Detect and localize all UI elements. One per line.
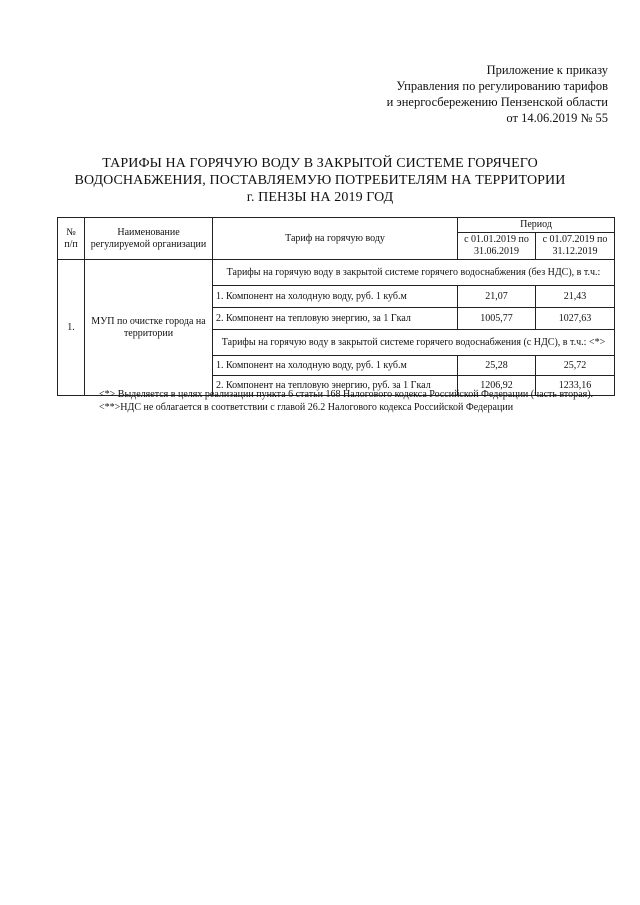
item-label: 1. Компонент на холодную воду, руб. 1 куб.м <box>213 356 458 376</box>
item-value-period-2: 1233,16 <box>536 376 615 396</box>
appendix-block <box>387 62 608 126</box>
row-org: МУП по очистке города на территории <box>85 260 213 396</box>
section-with-vat: Тарифы на горячую воду в закрытой системе горячего водоснабжения (с НДС), в т.ч.: <*> <box>213 330 615 356</box>
header-tariff: Тариф на горячую воду <box>213 218 458 260</box>
footnote-1: <*> Выделяется в целях реализации пункта 6 статьи 168 Налогового кодекса Российской Федерации (часть вторая). <box>99 389 594 400</box>
item-label: 2. Компонент на тепловую энергию, руб. за 1 Гкал <box>213 376 458 396</box>
appendix-line-1: Приложение к приказу <box>486 63 608 77</box>
row-num: 1. <box>58 260 85 396</box>
item-value-period-2: 21,43 <box>536 286 615 308</box>
header-period-2: с 01.07.2019 по 31.12.2019 <box>536 233 615 260</box>
item-value-period-1: 1206,92 <box>458 376 536 396</box>
header-org: Наименование регулируемой организации <box>85 218 213 260</box>
tariff-table <box>57 217 615 396</box>
appendix-line-4: от 14.06.2019 № 55 <box>506 111 608 125</box>
footnotes <box>57 388 614 414</box>
item-label: 2. Компонент на тепловую энергию, за 1 Гкал <box>213 308 458 330</box>
section-without-vat: Тарифы на горячую воду в закрытой системе горячего водоснабжения (без НДС), в т.ч.: <box>213 260 615 286</box>
title-line-3: г. ПЕНЗЫ НА 2019 ГОД <box>246 190 394 205</box>
header-period-1: с 01.01.2019 по 31.06.2019 <box>458 233 536 260</box>
item-value-period-2: 25,72 <box>536 356 615 376</box>
footnote-2: <**>НДС не облагается в соответствии с главой 26.2 Налогового кодекса Российской Федерации <box>99 402 514 413</box>
appendix-line-3: и энергосбережению Пензенской области <box>386 95 608 109</box>
header-num: № п/п <box>58 218 85 260</box>
header-period: Период <box>458 218 615 233</box>
item-label: 1. Компонент на холодную воду, руб. 1 куб.м <box>213 286 458 308</box>
document-title <box>60 155 580 206</box>
item-value-period-1: 21,07 <box>458 286 536 308</box>
item-value-period-2: 1027,63 <box>536 308 615 330</box>
item-value-period-1: 25,28 <box>458 356 536 376</box>
title-line-1: ТАРИФЫ НА ГОРЯЧУЮ ВОДУ В ЗАКРЫТОЙ СИСТЕМЕ ГОРЯЧЕГО <box>102 156 538 171</box>
item-value-period-1: 1005,77 <box>458 308 536 330</box>
title-line-2: ВОДОСНАБЖЕНИЯ, ПОСТАВЛЯЕМУЮ ПОТРЕБИТЕЛЯМ НА ТЕРРИТОРИИ <box>74 173 566 188</box>
appendix-line-2: Управления по регулированию тарифов <box>396 79 608 93</box>
